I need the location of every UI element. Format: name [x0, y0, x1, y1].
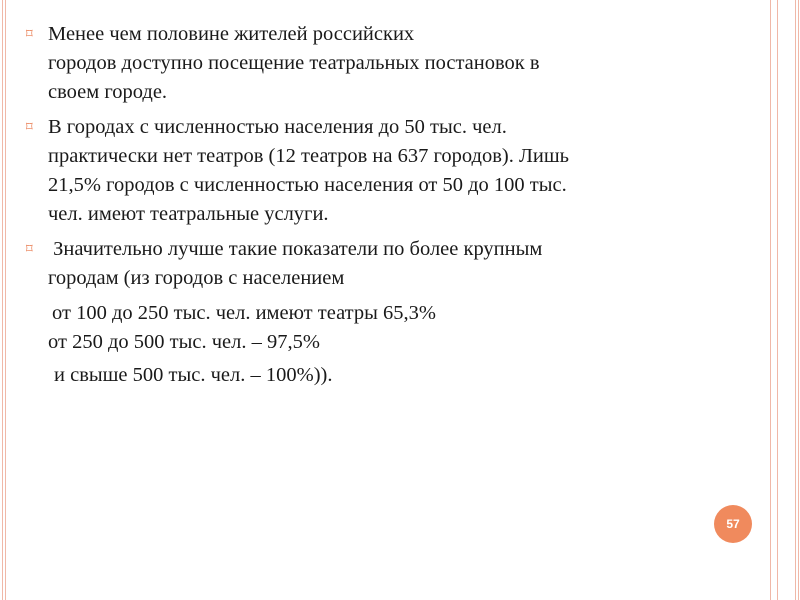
page-number-badge: 57 [714, 505, 752, 543]
statistics-continuation [24, 299, 754, 390]
slide-content [24, 20, 754, 394]
frame-line-right-4 [798, 0, 799, 600]
text-line: своем городе. [48, 81, 168, 103]
bullet-item-1 [24, 20, 754, 107]
text-line: Менее чем половине жителей российских [48, 23, 415, 45]
text-line: Значительно лучше такие показатели по более крупным [48, 238, 543, 260]
bullet-item-3 [24, 235, 754, 293]
text-line: городов доступно посещение театральных постановок в [48, 52, 540, 74]
text-line: городам (из городов с населением [48, 267, 345, 289]
text-line: В городах с численностью населения до 50 тыс. чел. [48, 116, 507, 138]
frame-line-right-2 [777, 0, 778, 600]
text-line: практически нет театров (12 театров на 637 городов). Лишь [48, 145, 569, 167]
text-line: 21,5% городов с численностью населения от 50 до 100 тыс. [48, 174, 567, 196]
frame-line-left-outer [2, 0, 3, 600]
frame-line-right-1 [770, 0, 771, 600]
frame-line-right-3 [795, 0, 796, 600]
text-line: чел. имеют театральные услуги. [48, 203, 329, 225]
bullet-item-2 [24, 113, 754, 229]
stat-line-500-plus: и свыше 500 тыс. чел. – 100%)). [54, 364, 333, 386]
frame-line-left-inner [5, 0, 6, 600]
stat-line-250-500: от 250 до 500 тыс. чел. – 97,5% [48, 331, 320, 353]
bullet-icon: ⌑ [26, 27, 33, 42]
bullet-icon: ⌑ [26, 120, 33, 135]
bullet-icon: ⌑ [26, 242, 33, 257]
stat-line-100-250: от 100 до 250 тыс. чел. имеют театры 65,3% [52, 302, 436, 324]
